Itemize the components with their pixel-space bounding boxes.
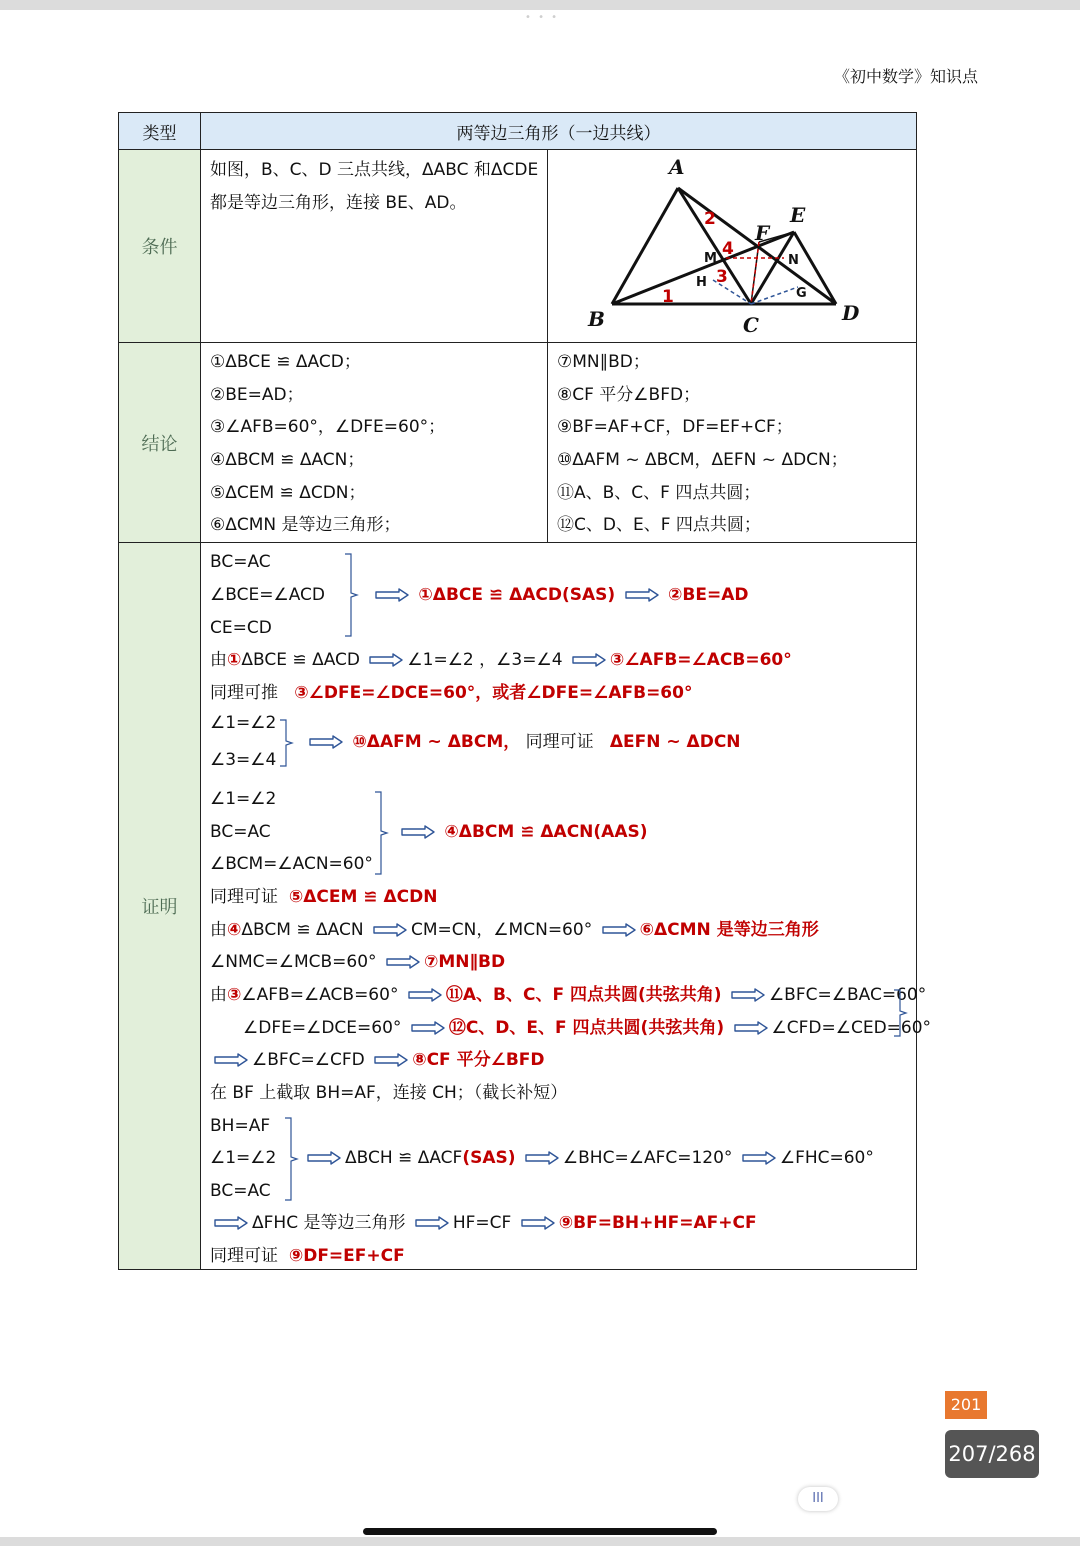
result-2: ②BE=AD	[667, 585, 749, 606]
text-hf-cf: HF=CF	[452, 1213, 512, 1234]
label-A: A	[669, 155, 685, 179]
arrow-icon	[408, 988, 442, 1002]
brace-4	[891, 989, 909, 1037]
text-angles: ∠1=∠2 ，∠3=∠4	[407, 650, 563, 671]
knowledge-table	[118, 112, 932, 1270]
arrow-icon	[525, 1151, 559, 1165]
proof-g13-a: BH=AF	[210, 1116, 271, 1137]
conclusion-5: ⑤ΔCEM ≌ ΔCDN；	[210, 482, 366, 503]
result-10b: ΔEFN ~ ΔDCN	[609, 732, 741, 753]
proof-g5-b: BC=AC	[210, 822, 271, 843]
proof-line-14	[210, 1212, 757, 1234]
condition-line-2: 都是等边三角形，连接 BE、AD。	[210, 192, 467, 213]
conclusions-right	[548, 343, 917, 543]
brace-3	[371, 791, 391, 875]
proof-line-10	[243, 1017, 931, 1039]
text-you: 由	[210, 920, 227, 941]
arrow-icon	[307, 1151, 341, 1165]
text-tongli: 同理可推	[210, 683, 278, 704]
text-you: 由	[210, 650, 227, 671]
proof-line-2	[210, 649, 792, 671]
text-tongli-kezheng: 同理可证	[210, 1246, 278, 1267]
result-5: ⑤ΔCEM ≌ ΔCDN	[288, 887, 438, 908]
label-H: H	[696, 275, 707, 290]
text-bfc: ∠BFC=∠BAC=60°	[768, 985, 927, 1006]
conclusion-12: ⑫C、D、E、F 四点共圆；	[557, 515, 761, 536]
condition-text	[201, 150, 548, 343]
text-nmc: ∠NMC=∠MCB=60°	[210, 952, 377, 973]
arrow-icon	[415, 1216, 449, 1230]
arrow-icon	[369, 653, 403, 667]
label-M: M	[704, 251, 717, 266]
text-cm-cn: CM=CN，∠MCN=60°	[410, 920, 593, 941]
brace-1	[341, 553, 361, 637]
header-type: 类型	[119, 113, 201, 150]
header-title: 两等边三角形（一边共线）	[201, 113, 917, 150]
result-11: ⑪A、B、C、F 四点共圆(共弦共角)	[445, 985, 722, 1006]
conclusion-1: ①ΔBCE ≌ ΔACD；	[210, 352, 361, 372]
arrow-icon	[401, 825, 435, 839]
arrow-icon	[625, 588, 659, 602]
text-dfe: ∠DFE=∠DCE=60°	[243, 1018, 402, 1039]
result-4: ④ΔBCM ≌ ΔACN(AAS)	[444, 822, 648, 843]
geometry-figure	[548, 150, 916, 338]
text-fhc-eq: ΔFHC 是等边三角形	[252, 1213, 406, 1234]
arrow-icon	[373, 923, 407, 937]
row-label-condition: 条件	[119, 150, 201, 343]
page-indicator: 207/268	[945, 1430, 1039, 1478]
ref-4: ④	[227, 920, 242, 941]
result-12: ⑫C、D、E、F 四点共圆(共弦共角)	[448, 1018, 725, 1039]
text-afb: ∠AFB=∠ACB=60°	[241, 985, 399, 1006]
arrow-icon	[731, 988, 765, 1002]
proof-given-ce-cd: CE=CD	[210, 618, 272, 639]
arrow-icon	[374, 1053, 408, 1067]
proof-g5-a: ∠1=∠2	[210, 789, 277, 810]
angle-label-1: 1	[662, 287, 674, 307]
result-3: ③∠AFB=∠ACB=60°	[609, 650, 792, 671]
text-bce-acd: ΔBCE ≌ ΔACD	[241, 650, 360, 671]
text-you: 由	[210, 985, 227, 1006]
text-tongli-kezheng: 同理可证	[210, 887, 278, 908]
angle-label-4: 4	[722, 239, 734, 259]
text-bch-acf: ΔBCH ≌ ΔACF	[345, 1148, 463, 1169]
result-7: ⑦MN∥BD	[423, 952, 506, 973]
ref-3: ③	[227, 985, 242, 1006]
conclusion-4: ④ΔBCM ≌ ΔACN；	[210, 450, 365, 471]
condition-line-1: 如图，B、C、D 三点共线，ΔABC 和ΔCDE	[210, 160, 539, 180]
proof-g13-c: BC=AC	[210, 1181, 271, 1202]
arrow-icon	[214, 1053, 248, 1067]
result-1: ①ΔBCE ≌ ΔACD(SAS)	[418, 585, 616, 606]
conclusion-8: ⑧CF 平分∠BFD；	[557, 384, 701, 405]
segment-AC	[678, 188, 751, 304]
row-label-proof: 证明	[119, 543, 201, 1270]
proof-given-angle: ∠BCE=∠ACD	[210, 585, 325, 606]
proof-line-11	[210, 1049, 545, 1071]
proof-given-bc-ac: BC=AC	[210, 552, 271, 573]
arrow-icon	[742, 1151, 776, 1165]
brace-2	[277, 719, 295, 767]
angle-label-3: 3	[716, 267, 728, 287]
top-bar	[0, 0, 1080, 10]
proof-g13-b: ∠1=∠2	[210, 1148, 277, 1169]
arrow-icon	[309, 735, 343, 749]
label-G: G	[796, 286, 807, 301]
label-F: F	[755, 221, 770, 245]
proof-line-6	[210, 886, 437, 908]
result-9b: ⑨DF=EF+CF	[288, 1246, 405, 1267]
proof-g5-c: ∠BCM=∠ACN=60°	[210, 854, 373, 875]
conclusion-7: ⑦MN∥BD；	[557, 352, 650, 372]
text-cfd: ∠CFD=∠CED=60°	[771, 1018, 932, 1039]
text-sas: (SAS)	[462, 1148, 516, 1169]
brace-5	[281, 1117, 301, 1201]
proof-line-9	[210, 984, 926, 1006]
page-number-badge: 201	[945, 1391, 987, 1419]
label-N: N	[788, 253, 799, 268]
angle-label-2: 2	[704, 209, 716, 229]
bottom-bar	[0, 1537, 1080, 1546]
arrow-icon	[734, 1021, 768, 1035]
label-C: C	[743, 313, 759, 337]
conclusion-11: ⑪A、B、C、F 四点共圆；	[557, 482, 761, 503]
proof-line-15	[210, 1245, 405, 1267]
proof-angle12: ∠1=∠2	[210, 713, 277, 734]
label-D: D	[842, 301, 860, 325]
menu-button[interactable]: III	[798, 1487, 838, 1511]
arrow-icon	[572, 653, 606, 667]
text-bcm-acn: ΔBCM ≌ ΔACN	[241, 920, 364, 941]
label-E: E	[790, 203, 806, 227]
result-10: ⑩ΔAFM ~ ΔBCM，	[352, 732, 521, 753]
proof-line-8	[210, 951, 505, 973]
proof-result-1	[371, 584, 748, 606]
proof-line-12: 在 BF 上截取 BH=AF，连接 CH；（截长补短）	[210, 1083, 568, 1104]
arrow-icon	[375, 588, 409, 602]
row-label-conclusion: 结论	[119, 343, 201, 543]
text-bhc: ∠BHC=∠AFC=120°	[562, 1148, 733, 1169]
text-tongli-kezheng: 同理可证	[525, 732, 594, 753]
book-title: 《初中数学》知识点	[833, 67, 978, 86]
arrow-icon	[521, 1216, 555, 1230]
text-bfc-cfd: ∠BFC=∠CFD	[252, 1050, 365, 1071]
proof-line-3	[210, 682, 692, 704]
proof-cell	[201, 543, 932, 1270]
proof-line-7	[210, 919, 819, 941]
drag-handle-dots: • • •	[525, 12, 560, 23]
conclusion-6: ⑥ΔCMN 是等边三角形；	[210, 515, 401, 536]
result-9: ⑨BF=BH+HF=AF+CF	[558, 1213, 757, 1234]
result-3b: ③∠DFE=∠DCE=60°，或者∠DFE=∠AFB=60°	[294, 683, 693, 704]
arrow-icon	[411, 1021, 445, 1035]
proof-body	[201, 543, 932, 1269]
proof-angle34: ∠3=∠4	[210, 750, 277, 771]
label-B: B	[588, 307, 605, 331]
conclusion-3: ③∠AFB=60°，∠DFE=60°；	[210, 417, 446, 438]
arrow-icon	[602, 923, 636, 937]
arrow-icon	[214, 1216, 248, 1230]
proof-line-13	[303, 1147, 874, 1169]
home-indicator[interactable]	[363, 1528, 717, 1535]
proof-result-10	[305, 731, 741, 753]
conclusion-10: ⑩ΔAFM ~ ΔBCM，ΔEFN ~ ΔDCN；	[557, 450, 848, 471]
conclusions-left	[201, 343, 548, 543]
conclusion-2: ②BE=AD；	[210, 384, 304, 405]
result-6: ⑥ΔCMN 是等边三角形	[639, 920, 819, 941]
result-8: ⑧CF 平分∠BFD	[412, 1050, 545, 1071]
geometry-figure-cell	[548, 150, 917, 343]
text-fhc: ∠FHC=60°	[779, 1148, 874, 1169]
conclusion-9: ⑨BF=AF+CF，DF=EF+CF；	[557, 417, 793, 438]
ref-1: ①	[227, 650, 242, 671]
arrow-icon	[386, 955, 420, 969]
proof-result-4	[397, 821, 648, 843]
